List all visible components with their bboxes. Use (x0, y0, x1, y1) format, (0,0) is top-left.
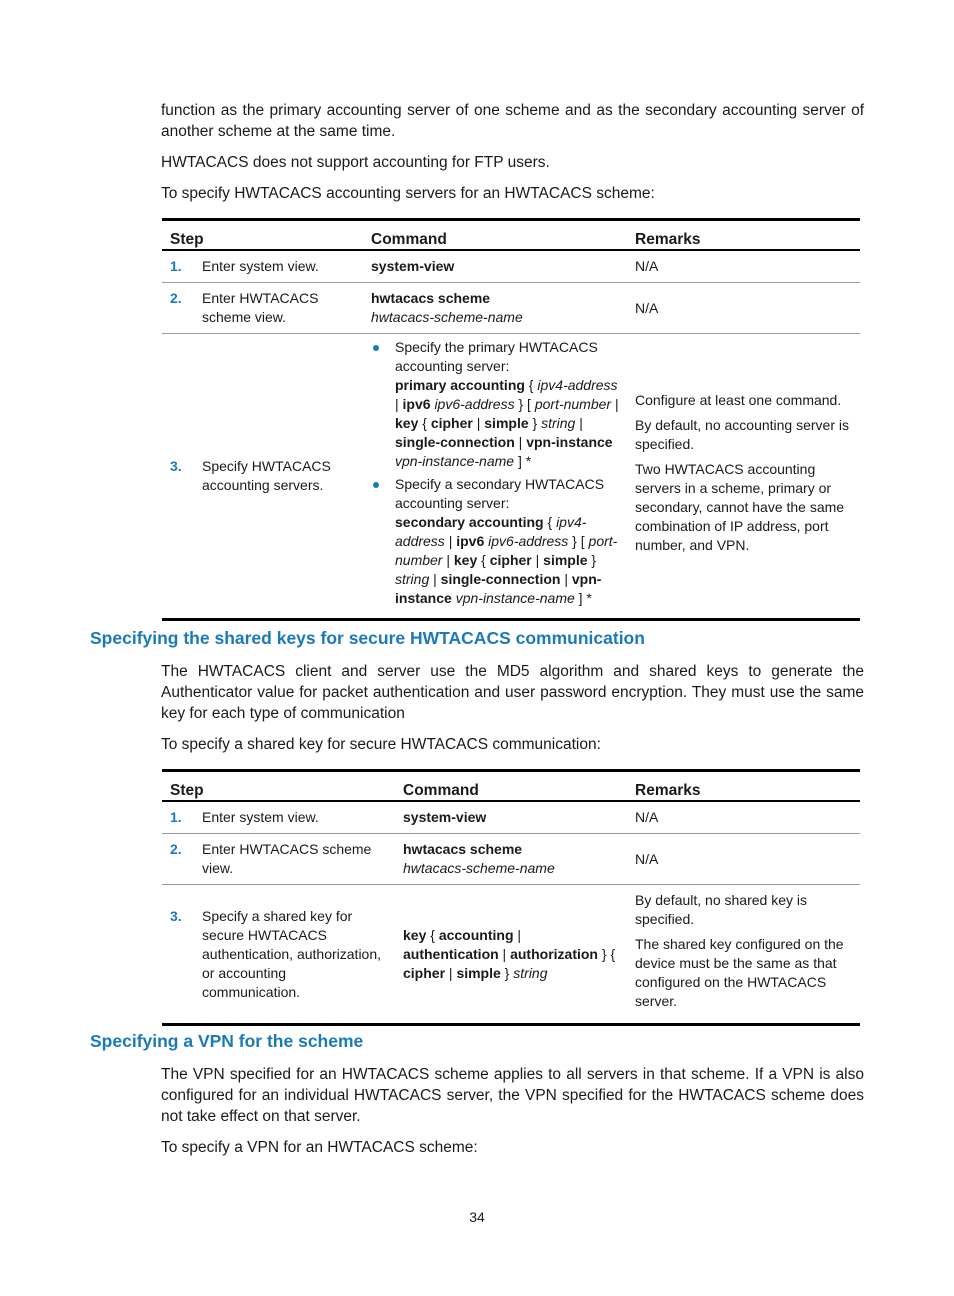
section-heading-shared-keys: Specifying the shared keys for secure HWTACACS communication (90, 628, 645, 648)
remark-line: By default, no accounting server is specified. (635, 417, 850, 452)
remark-line: The shared key configured on the device must be the same as that configured on the HWTACACS server. (635, 936, 844, 1009)
accounting-servers-table (162, 218, 860, 621)
bullet-icon (373, 482, 379, 488)
command-keyword: system-view (371, 258, 455, 274)
step-number: 3. (170, 907, 182, 924)
col-header-step: Step (162, 220, 363, 251)
bullet-icon (373, 345, 379, 351)
step-number: 1. (170, 809, 182, 825)
step-description: Enter system view. (202, 809, 319, 825)
step-description: Enter system view. (202, 258, 319, 274)
table-row (162, 834, 860, 885)
shared-key-table (162, 769, 860, 1026)
step-description: Specify HWTACACS accounting servers. (202, 458, 331, 493)
step-number: 3. (170, 458, 182, 474)
shared-key-syntax: key { accounting | authentication | authorization } { cipher | simple } string (403, 926, 616, 981)
intro-paragraph: function as the primary accounting server of one scheme and as the secondary accounting server of another scheme at the same time. (161, 102, 864, 140)
remarks-cell: N/A (635, 258, 659, 274)
vpn-paragraph: The VPN specified for an HWTACACS scheme applies to all servers in that scheme. If a VPN is also configured for an individual HWTACACS server, the VPN specified for the HWTACACS scheme does not take effect on that server. (161, 1066, 864, 1125)
bullet-intro: Specify a secondary HWTACACS accounting server: (395, 476, 605, 511)
col-header-remarks: Remarks (627, 771, 860, 802)
table-row (162, 801, 860, 834)
remarks-cell: N/A (627, 834, 860, 885)
table-row (162, 283, 860, 334)
list-item (395, 475, 619, 608)
secondary-accounting-syntax: secondary accounting { ipv4-address | ipv6 ipv6-address } [ port-number | key { cipher | simple } string | single-connection | vpn-instance vpn-instance-name ] * (395, 514, 618, 606)
remark-line: By default, no shared key is specified. (635, 892, 807, 927)
remarks-cell (627, 885, 860, 1025)
shared-keys-paragraph: The HWTACACS client and server use the MD5 algorithm and shared keys to generate the Authenticator value for packet authentication and user password encryption. They must use the same key for each type of communication (161, 663, 864, 722)
section-heading-vpn: Specifying a VPN for the scheme (90, 1031, 364, 1051)
step-description: Enter HWTACACS scheme view. (202, 841, 372, 876)
col-header-step: Step (162, 771, 395, 802)
step-description: Enter HWTACACS scheme view. (202, 290, 319, 325)
bullet-intro: Specify the primary HWTACACS accounting server: (395, 339, 598, 374)
command-options-list (371, 338, 619, 608)
table1-intro: To specify HWTACACS accounting servers for an HWTACACS scheme: (161, 185, 655, 202)
step-number: 2. (170, 290, 182, 306)
primary-accounting-syntax: primary accounting { ipv4-address | ipv6 ipv6-address } [ port-number | key { cipher | simple } string | single-connection | vpn-instance vpn-instance-name ] * (395, 377, 619, 469)
step-description: Specify a shared key for secure HWTACACS authentication, authorization, or accounting communication. (202, 907, 382, 1000)
ftp-note: HWTACACS does not support accounting for FTP users. (161, 154, 550, 171)
remarks-cell: N/A (627, 283, 860, 334)
col-header-command: Command (395, 771, 627, 802)
vpn-table-intro: To specify a VPN for an HWTACACS scheme: (161, 1139, 478, 1156)
col-header-remarks: Remarks (627, 220, 860, 251)
command-keyword: hwtacacs scheme (403, 841, 523, 857)
table-row (162, 885, 860, 1025)
step-number: 2. (170, 841, 182, 857)
table2-intro: To specify a shared key for secure HWTACACS communication: (161, 736, 601, 753)
col-header-command: Command (363, 220, 627, 251)
command-argument: hwtacacs-scheme-name (403, 860, 555, 876)
list-item (395, 338, 619, 471)
command-keyword: system-view (403, 809, 487, 825)
command-argument: hwtacacs-scheme-name (371, 309, 523, 325)
remarks-cell (627, 334, 860, 620)
table-row (162, 250, 860, 283)
table-row (162, 334, 860, 620)
remark-line: Configure at least one command. (635, 392, 842, 408)
remark-line: Two HWTACACS accounting servers in a scheme, primary or secondary, cannot have the same combination of IP address, port number, and VPN. (635, 461, 845, 553)
remarks-cell: N/A (635, 809, 659, 825)
page-number: 34 (469, 1209, 485, 1225)
command-keyword: hwtacacs scheme (371, 290, 491, 306)
step-number: 1. (170, 258, 182, 274)
